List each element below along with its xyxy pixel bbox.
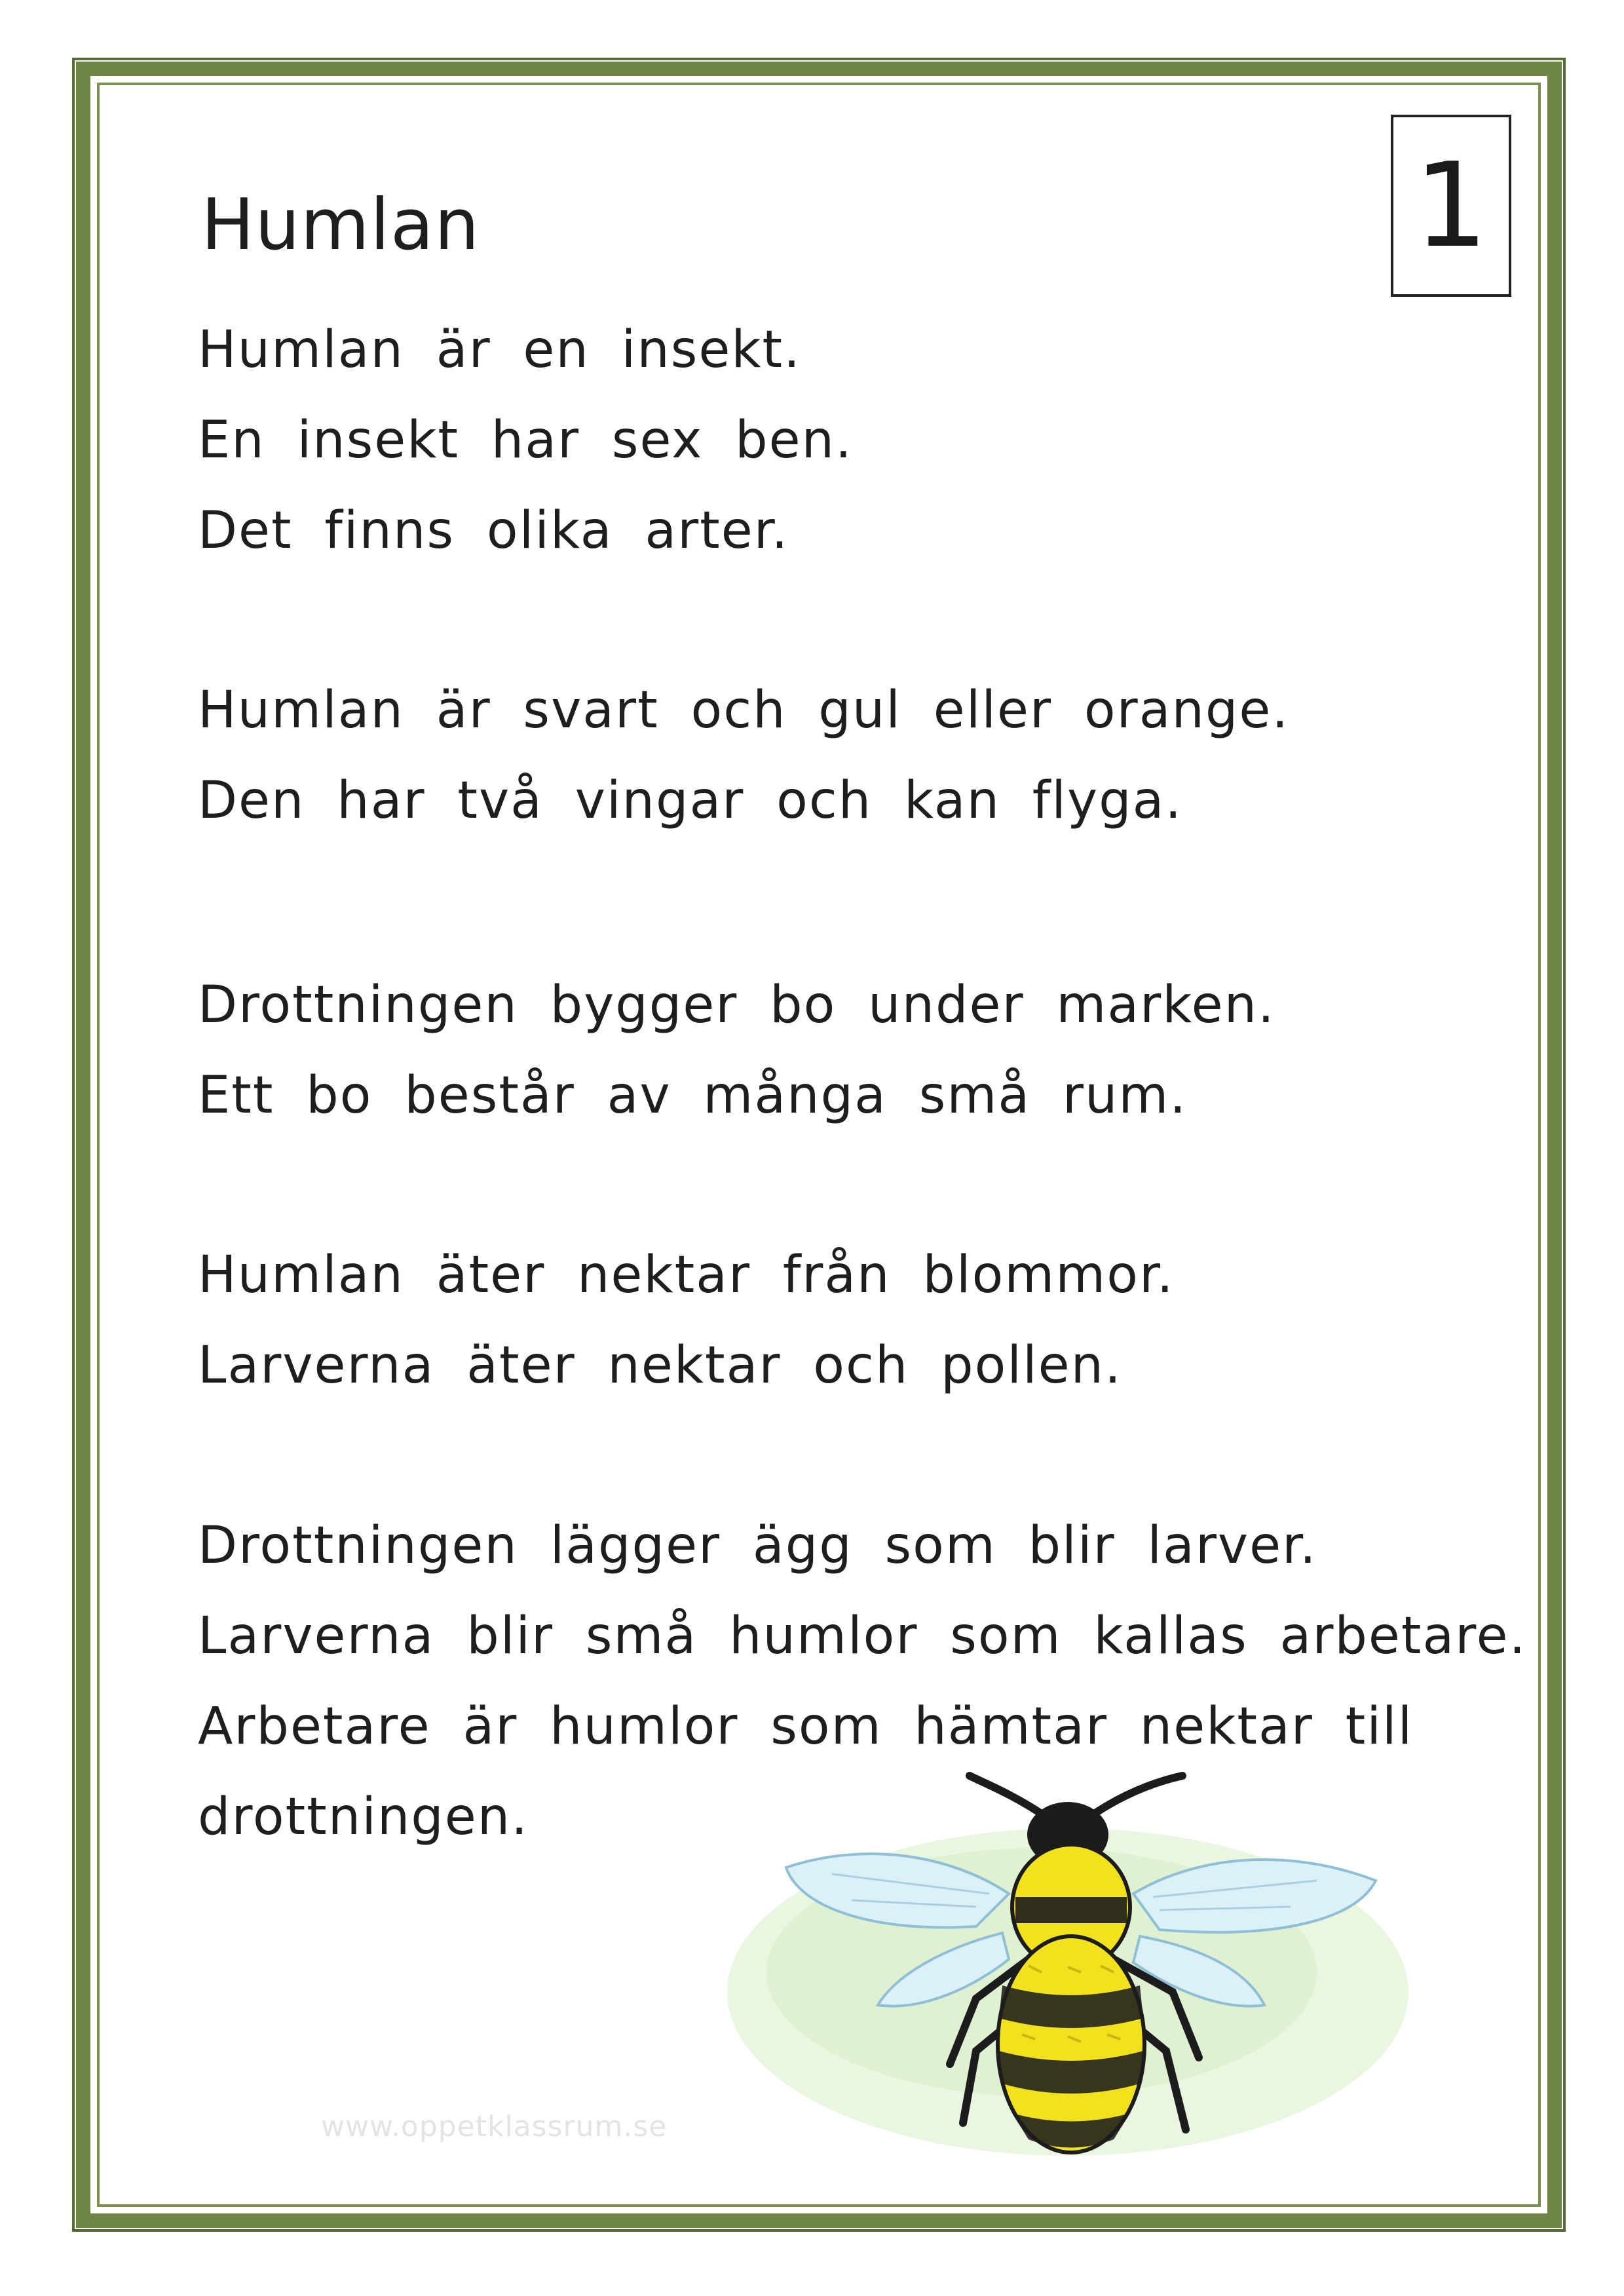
text-line: Humlan äter nektar från blommor.: [198, 1246, 1175, 1305]
text-line: Drottningen bygger bo under marken.: [198, 976, 1275, 1035]
text-line: Den har två vingar och kan flyga.: [198, 771, 1183, 830]
text-line: Larverna äter nektar och pollen.: [198, 1336, 1122, 1395]
text-line: drottningen.: [198, 1788, 529, 1846]
text-line: Arbetare är humlor som hämtar nektar till: [198, 1697, 1414, 1756]
text-line: En insekt har sex ben.: [198, 411, 853, 470]
text-line: Larverna blir små humlor som kallas arbetare.: [198, 1607, 1527, 1666]
text-line: Humlan är svart och gul eller orange.: [198, 681, 1290, 740]
watermark: www.oppetklassrum.se: [321, 2110, 668, 2143]
bumblebee-drawing-icon: [701, 1756, 1415, 2189]
page-title: Humlan: [201, 184, 480, 266]
text-line: Humlan är en insekt.: [198, 320, 801, 379]
card-number: 1: [1391, 115, 1511, 297]
text-line: Det finns olika arter.: [198, 501, 789, 560]
text-line: Ett bo består av många små rum.: [198, 1066, 1188, 1125]
text-line: Drottningen lägger ägg som blir larver.: [198, 1516, 1317, 1575]
